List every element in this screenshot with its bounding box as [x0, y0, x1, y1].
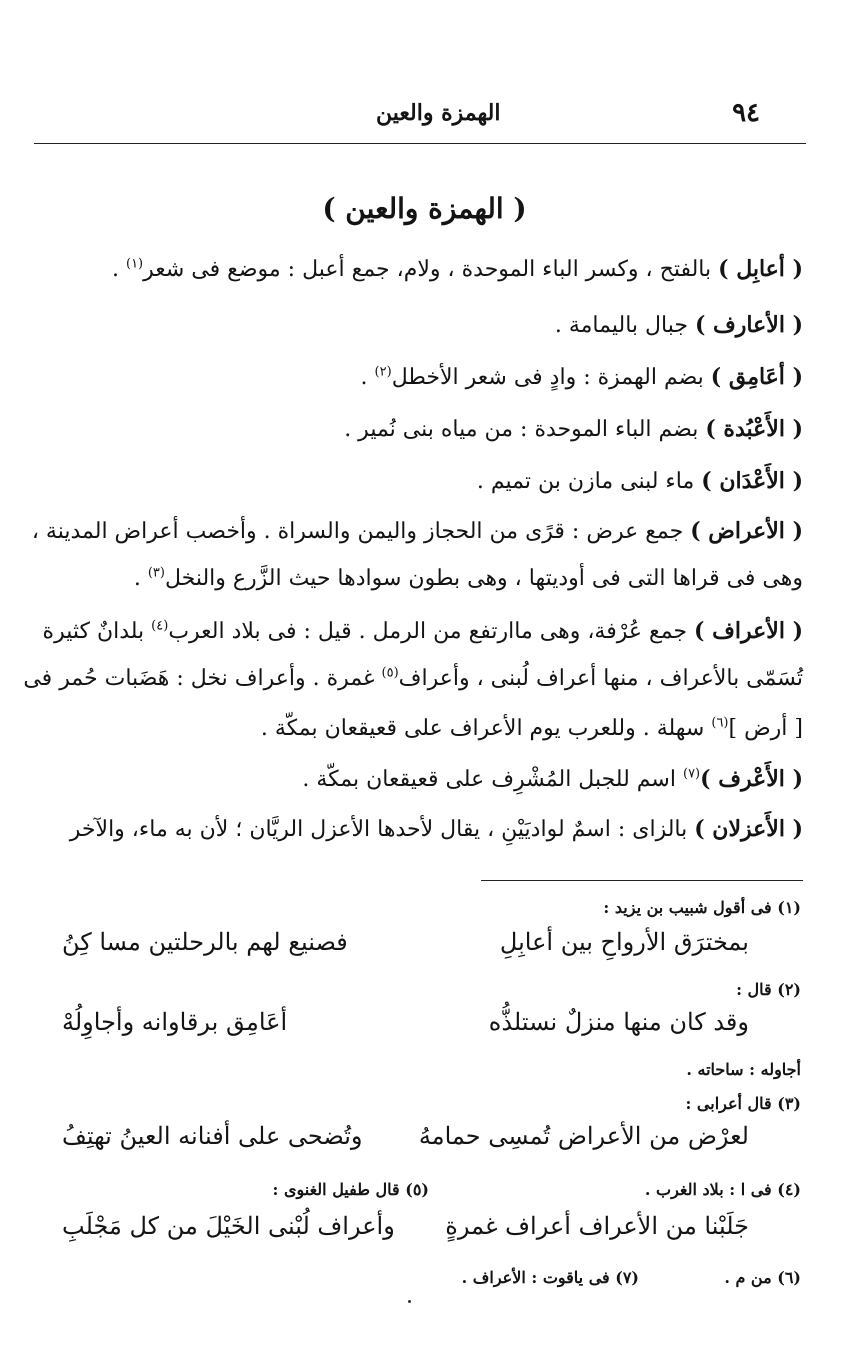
- entry-term: ( الأعراف ): [694, 618, 803, 644]
- footnote-ref: (٦): [711, 715, 729, 731]
- entry-al-aarif: [46, 308, 803, 343]
- entry-term: ( الأعراض ): [690, 518, 803, 544]
- entry-text: بالزاى : اسمٌ لواديَيْنِ ، يقال لأحدها الأعزل الريَّان ؛ لأن به ماء، والآخر: [69, 817, 695, 842]
- footnote-ref: (٣): [147, 565, 165, 581]
- entry-a-amiq: [46, 360, 803, 395]
- footnote-1-verse-first-hemistich: بمخترَق الأرواحِ بين أعابِلِ: [499, 928, 749, 956]
- page-header: [34, 98, 806, 132]
- entry-al-adan: [46, 464, 803, 499]
- entry-term: ( الأعارف ): [694, 312, 803, 338]
- entry-text: بضم الهمزة : وادٍ فى شعر الأخطل: [391, 365, 711, 390]
- entry-text: وهى فى قراها التى فى أوديتها ، وهى بطون سوادها حيث الزَّرع والنخل: [164, 566, 803, 591]
- entry-al-abuda: [46, 412, 803, 447]
- entry-tail: غمرة . وأعراف نخل : هَضَبات حُمر فى: [23, 666, 382, 691]
- footnote-ref: (٥): [381, 665, 399, 681]
- section-title: ( الهمزة والعين ): [322, 192, 527, 225]
- footnote-5-verse-second-hemistich: وأعراف لُبْنى الخَيْلَ من كل مَجْلَبِ: [62, 1212, 395, 1240]
- entry-tail: .: [111, 257, 126, 282]
- entry-tail: .: [360, 365, 375, 390]
- entry-term: ( الأَعْبُدة ): [705, 416, 803, 442]
- entry-term: ( أعَامِق ): [710, 364, 803, 390]
- footnote-ref: (٧): [682, 766, 701, 782]
- footnote-3-verse-second-hemistich: وتُضحى على أفنانه العينُ تهتِفُ: [62, 1122, 363, 1150]
- footnote-5-label: (٥) قال طفيل الغنوى :: [272, 1180, 429, 1199]
- entry-tail: .: [133, 566, 148, 591]
- footnote-1-label: (١) فى أقول شبيب بن يزيد :: [603, 898, 801, 917]
- footnote-2-gloss: أجاوله : ساحاته .: [686, 1060, 801, 1079]
- entry-text: بضم الباء الموحدة : من مياه بنى نُمير .: [344, 417, 706, 442]
- entry-al-aaraf: [42, 614, 803, 649]
- entry-term: ( الأَعْدَان ): [701, 468, 803, 494]
- entry-text: تُسَمّى بالأعراف ، منها أعراف لُبنى ، وأعراف: [398, 666, 803, 691]
- entry-al-aaraf-continued: [23, 662, 803, 696]
- footnote-3-label: (٣) قال أعرابى :: [685, 1094, 801, 1113]
- entry-al-aarad: [31, 514, 803, 549]
- footnote-4-label: (٤) فى ا : بلاد الغرب .: [644, 1180, 801, 1199]
- footnote-rule: [481, 880, 803, 881]
- running-title: الهمزة والعين: [376, 100, 501, 126]
- page-number: ٩٤: [732, 98, 760, 128]
- footnote-5-verse-first-hemistich: جَلَبْنا من الأعراف أعراف غمرةٍ: [445, 1212, 749, 1240]
- entry-text: جمع عُرْفة، وهى ماارتفع من الرمل . قيل : فى بلاد العرب: [168, 619, 695, 644]
- entry-tail: بلدانٌ كثيرة: [42, 619, 152, 644]
- entry-term: ( الأَعْرف ): [700, 766, 803, 792]
- entry-text: اسم للجبل المُشْرِف على قعيقعان بمكّة .: [302, 767, 683, 792]
- entry-text: جمع عرض : قرًى من الحجاز واليمن والسراة . وأخصب أعراض المدينة ،: [31, 519, 691, 544]
- header-rule: [34, 143, 806, 144]
- footnote-ref: (٤): [151, 618, 169, 634]
- footnote-2-label: (٢) قال :: [736, 980, 801, 999]
- footnote-2-verse-first-hemistich: وقد كان منها منزلٌ نستلذُّه: [488, 1008, 749, 1036]
- footnote-ref: (٢): [374, 364, 392, 380]
- entry-term: ( أعابِل ): [718, 256, 803, 282]
- footnote-6-label: (٦) من م .: [724, 1268, 801, 1287]
- entry-al-aarad-continued: [46, 562, 803, 596]
- footnote-2-verse-second-hemistich: أعَامِق برقاوانه وأجاوِلُهْ: [62, 1008, 288, 1036]
- footnote-ref: (١): [125, 256, 144, 272]
- entry-text: بالفتح ، وكسر الباء الموحدة ، ولام، جمع أعبل : موضع فى شعر: [143, 257, 719, 282]
- entry-al-azalan: [46, 812, 803, 847]
- footnote-1-verse-second-hemistich: فصنيع لهم بالرحلتين مسا كِنُ: [62, 928, 348, 956]
- entry-al-arf: [46, 762, 803, 797]
- entry-text: ماء لبنى مازن بن تميم .: [476, 469, 702, 494]
- entry-text: [ أرض ]: [728, 716, 803, 741]
- scan-speck: [408, 1300, 411, 1303]
- entry-text: جبال باليمامة .: [554, 313, 695, 338]
- entry-term: ( الأَعزلان ): [694, 816, 803, 842]
- entry-a-abil: [46, 252, 803, 287]
- footnote-7-label: (٧) فى ياقوت : الأعراف .: [461, 1268, 639, 1287]
- footnote-3-verse-first-hemistich: لعرْض من الأعراض تُمسِى حمامهُ: [418, 1122, 749, 1150]
- entry-tail: سهلة . وللعرب يوم الأعراف على قعيقعان بمكّة .: [260, 716, 712, 741]
- entry-al-aaraf-continued-2: [46, 712, 803, 746]
